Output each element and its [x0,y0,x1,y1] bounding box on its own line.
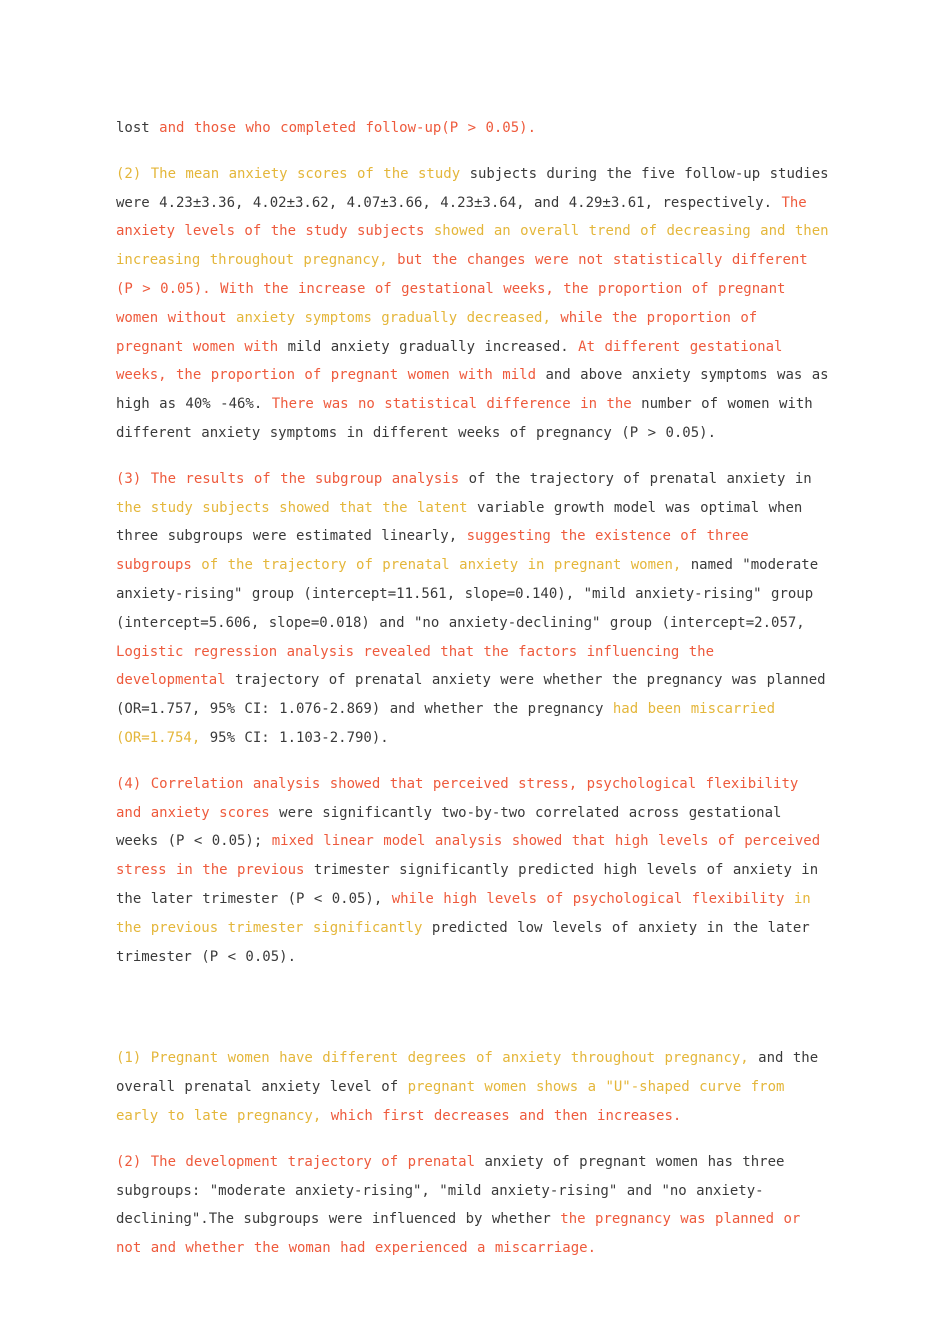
section-gap [116,988,832,1044]
text-run: number of women with different anxiety symptoms in different weeks of pregnancy (P > 0.05). [116,396,813,441]
conclusions-paragraph-2 [116,1148,832,1263]
text-run: trimester significantly predicted high levels of anxiety in the later trimester (P < 0.05), [116,862,819,907]
highlighted-text-run: which first decreases and then increases. [330,1107,682,1124]
highlighted-text-run: showed an overall trend of decreasing and then increasing throughout pregnancy, [116,223,829,269]
text-run: and above anxiety symptoms was as high as 40% -46%. [116,367,829,413]
text-run: lost [116,120,160,136]
results-paragraph-1 [116,114,832,143]
text-run: of the trajectory of prenatal anxiety in [468,470,812,487]
conclusions-section [116,1044,832,1263]
highlighted-text-run: (3) The results of the subgroup analysis [116,470,469,487]
text-run: variable growth model was optimal when three subgroups were estimated linearly, [116,499,803,545]
text-run: named "moderate anxiety-rising" group (intercept=11.561, slope=0.140), "mild anxiety-rising" group (intercept=5.606, slope=0.018) and "no anxiety-declining" group (intercept=2.057, [116,557,819,631]
highlighted-text-run: At different gestational weeks, the proportion of pregnant women with mild [116,338,783,384]
highlighted-text-run: but the changes were not statistically different (P > 0.05). With the increase of gestational weeks, the proportion of pregnant women without [116,252,808,326]
highlighted-text-run: (1) Pregnant women have different degrees of anxiety throughout pregnancy, [116,1050,759,1067]
highlighted-text-run: Logistic regression analysis revealed that the factors influencing the developmental [116,643,715,689]
highlighted-text-run: (4) Correlation analysis showed that perceived stress, psychological flexibility and anxiety scores [116,775,799,821]
results-section [116,114,832,971]
highlighted-text-run: and those who completed follow-up(P > 0.05). [159,120,537,136]
highlighted-text-run: while the proportion of pregnant women with [116,309,758,355]
text-run: mild anxiety gradually increased. [287,338,579,355]
highlighted-text-run: of the trajectory of prenatal anxiety in pregnant women, [201,557,691,574]
document-page [116,114,832,1263]
highlighted-text-run: (2) The development trajectory of prenatal [116,1153,485,1170]
highlighted-text-run: the pregnancy was planned or not and whether the woman had experienced a miscarriage. [116,1211,801,1257]
text-run: 95% CI: 1.103-2.790). [209,729,389,746]
highlighted-text-run: in the previous trimester significantly [116,890,811,936]
results-paragraph-2 [116,160,832,448]
highlighted-text-run: There was no statistical difference in the [271,396,642,413]
highlighted-text-run: mixed linear model analysis showed that high levels of perceived stress in the previous [116,833,821,879]
highlighted-text-run: suggesting the existence of three subgroups [116,528,749,574]
results-paragraph-4 [116,770,832,972]
text-run: subjects during the five follow-up studies were 4.23±3.36, 4.02±3.62, 4.07±3.66, 4.23±3.64, and 4.29±3.61, respectively. [116,165,829,211]
highlighted-text-run: the study subjects showed that the latent [116,499,478,516]
highlighted-text-run: while high levels of psychological flexibility [391,890,794,907]
highlighted-text-run: The anxiety levels of the study subjects [116,194,807,240]
conclusions-paragraph-1 [116,1044,832,1130]
text-run: predicted low levels of anxiety in the later trimester (P < 0.05). [116,919,810,965]
text-run: anxiety of pregnant women has three subgroups: "moderate anxiety-rising", "mild anxiety-rising" and "no anxiety-declining".The subgroups were influenced by whether [116,1153,785,1228]
highlighted-text-run: anxiety symptoms gradually decreased, [236,309,561,326]
highlighted-text-run: (2) The mean anxiety scores of the study [116,165,470,182]
text-run: were significantly two-by-two correlated across gestational weeks (P < 0.05); [116,804,782,850]
highlighted-text-run: had been miscarried (OR=1.754, [116,701,776,746]
highlighted-text-run: pregnant women shows a "U"-shaped curve from early to late pregnancy, [116,1079,785,1124]
results-paragraph-3 [116,465,832,753]
text-run: and the overall prenatal anxiety level of [116,1050,819,1096]
text-run: trajectory of prenatal anxiety were whether the pregnancy was planned (OR=1.757, 95% CI: 1.076-2.869) and whether the pregnancy [116,672,826,718]
